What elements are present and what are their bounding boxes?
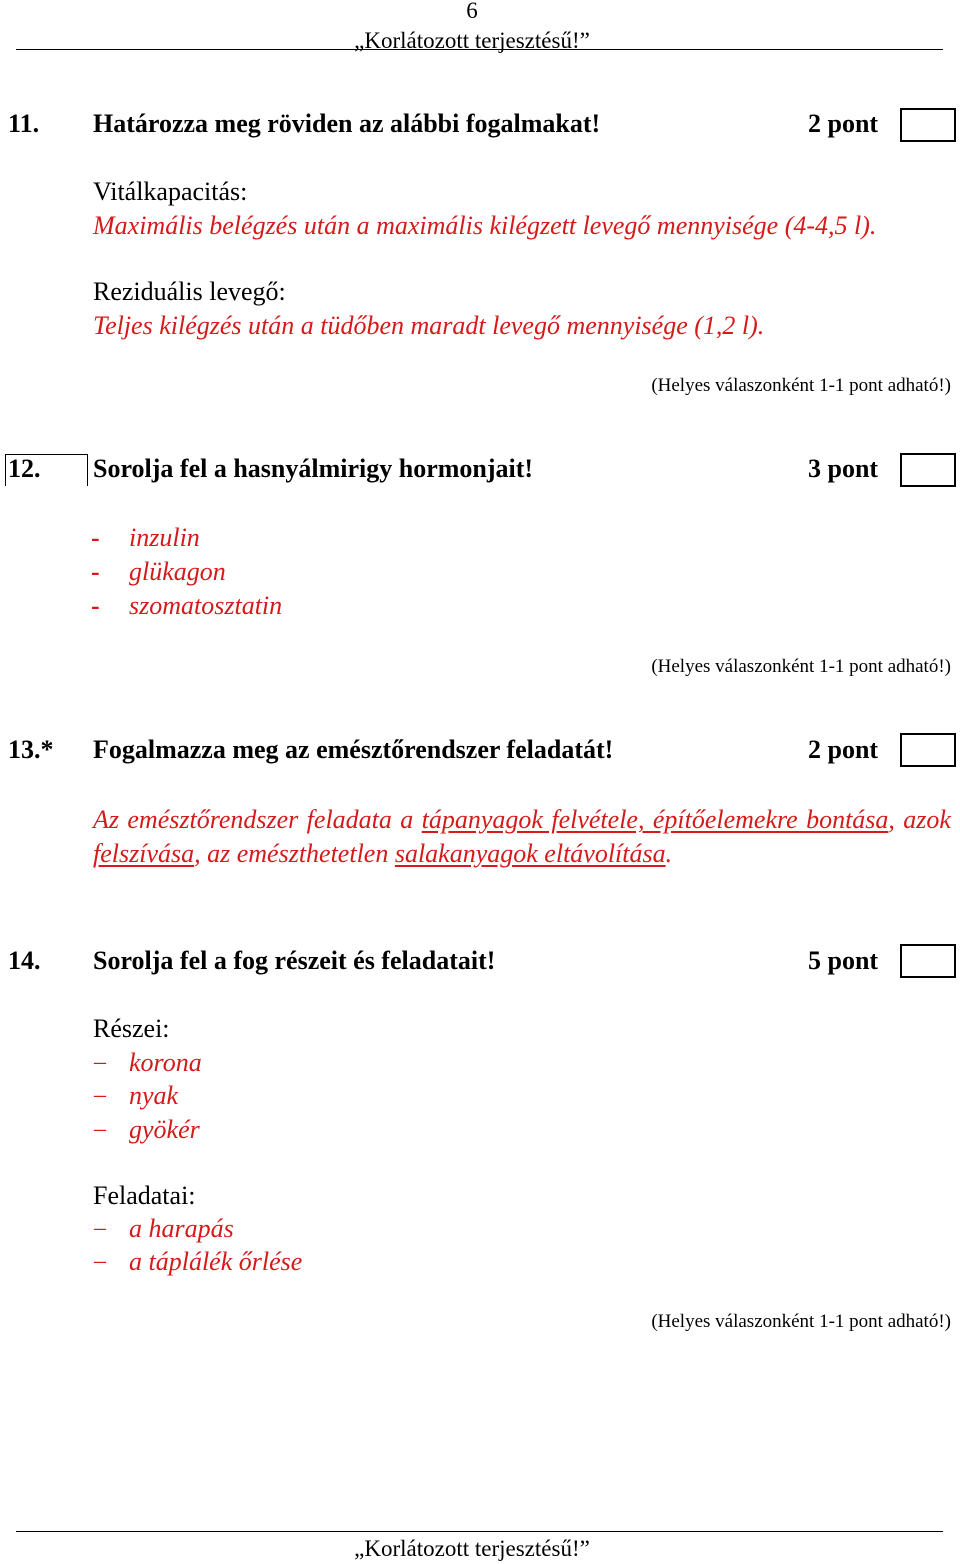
scoring-note: (Helyes válaszonként 1-1 pont adható!) — [651, 1311, 951, 1332]
list-bullet: - — [91, 591, 100, 620]
list-item: szomatosztatin — [129, 591, 283, 620]
list-bullet: – — [94, 1116, 106, 1142]
question-14-points: 5 pont — [808, 946, 879, 975]
list-bullet: – — [94, 1248, 106, 1274]
term-2-label: Reziduális levegő: — [93, 277, 286, 306]
list-item: korona — [129, 1048, 202, 1077]
term-2-answer: Teljes kilégzés után a tüdőben maradt levegő mennyisége (1,2 l). — [93, 311, 765, 340]
answer-underlined: tápanyagok felvétele, építőelemekre bontása — [421, 805, 889, 834]
footer-notice: „Korlátozott terjesztésű!” — [354, 1536, 590, 1561]
list-bullet: – — [94, 1049, 106, 1075]
answer-text: , az emészthetetlen — [194, 839, 395, 868]
question-13-score-box[interactable] — [900, 733, 956, 767]
list-item: gyökér — [129, 1115, 200, 1144]
footer-rule — [16, 1531, 943, 1532]
list-bullet: – — [94, 1215, 106, 1241]
answer-text: . — [665, 839, 673, 868]
question-14-number: 14. — [8, 946, 41, 975]
list-bullet: - — [91, 523, 100, 552]
question-12-points: 3 pont — [808, 454, 879, 483]
answer-text: , azok — [888, 805, 951, 834]
question-13-text: Fogalmazza meg az emésztőrendszer feladatát! — [93, 735, 614, 764]
question-11-score-box[interactable] — [900, 108, 956, 142]
question-14-text: Sorolja fel a fog részeit és feladatait! — [93, 946, 496, 975]
answer-underlined: felszívása — [93, 839, 195, 868]
term-1-answer: Maximális belégzés után a maximális kilégzett levegő mennyisége (4-4,5 l). — [93, 211, 877, 240]
question-11-text: Határozza meg röviden az alábbi fogalmakat! — [93, 109, 601, 138]
question-11-number: 11. — [8, 109, 40, 138]
list-bullet: - — [91, 557, 100, 586]
parts-label: Részei: — [93, 1014, 170, 1043]
tasks-label: Feladatai: — [93, 1181, 196, 1210]
question-12-number: 12. — [8, 454, 41, 483]
question-12-score-box[interactable] — [900, 453, 956, 487]
question-13-number: 13.* — [8, 735, 54, 764]
question-12-text: Sorolja fel a hasnyálmirigy hormonjait! — [93, 454, 534, 483]
list-item: glükagon — [129, 557, 226, 586]
list-item: a táplálék őrlése — [129, 1247, 303, 1276]
answer-underlined: salakanyagok eltávolítása — [394, 839, 666, 868]
list-item: nyak — [129, 1081, 179, 1110]
header-rule — [16, 49, 943, 50]
list-bullet: – — [94, 1082, 106, 1108]
header-notice: „Korlátozott terjesztésű!” — [354, 28, 590, 53]
answer-text: Az emésztőrendszer feladata a — [93, 805, 422, 834]
scoring-note: (Helyes válaszonként 1-1 pont adható!) — [651, 375, 951, 396]
term-1-label: Vitálkapacitás: — [93, 177, 248, 206]
question-13-points: 2 pont — [808, 735, 879, 764]
question-13-answer — [93, 803, 951, 871]
page-number: 6 — [466, 0, 478, 23]
list-item: a harapás — [129, 1214, 234, 1243]
question-11-points: 2 pont — [808, 109, 879, 138]
scoring-note: (Helyes válaszonként 1-1 pont adható!) — [651, 656, 951, 677]
question-14-score-box[interactable] — [900, 944, 956, 978]
list-item: inzulin — [129, 523, 200, 552]
